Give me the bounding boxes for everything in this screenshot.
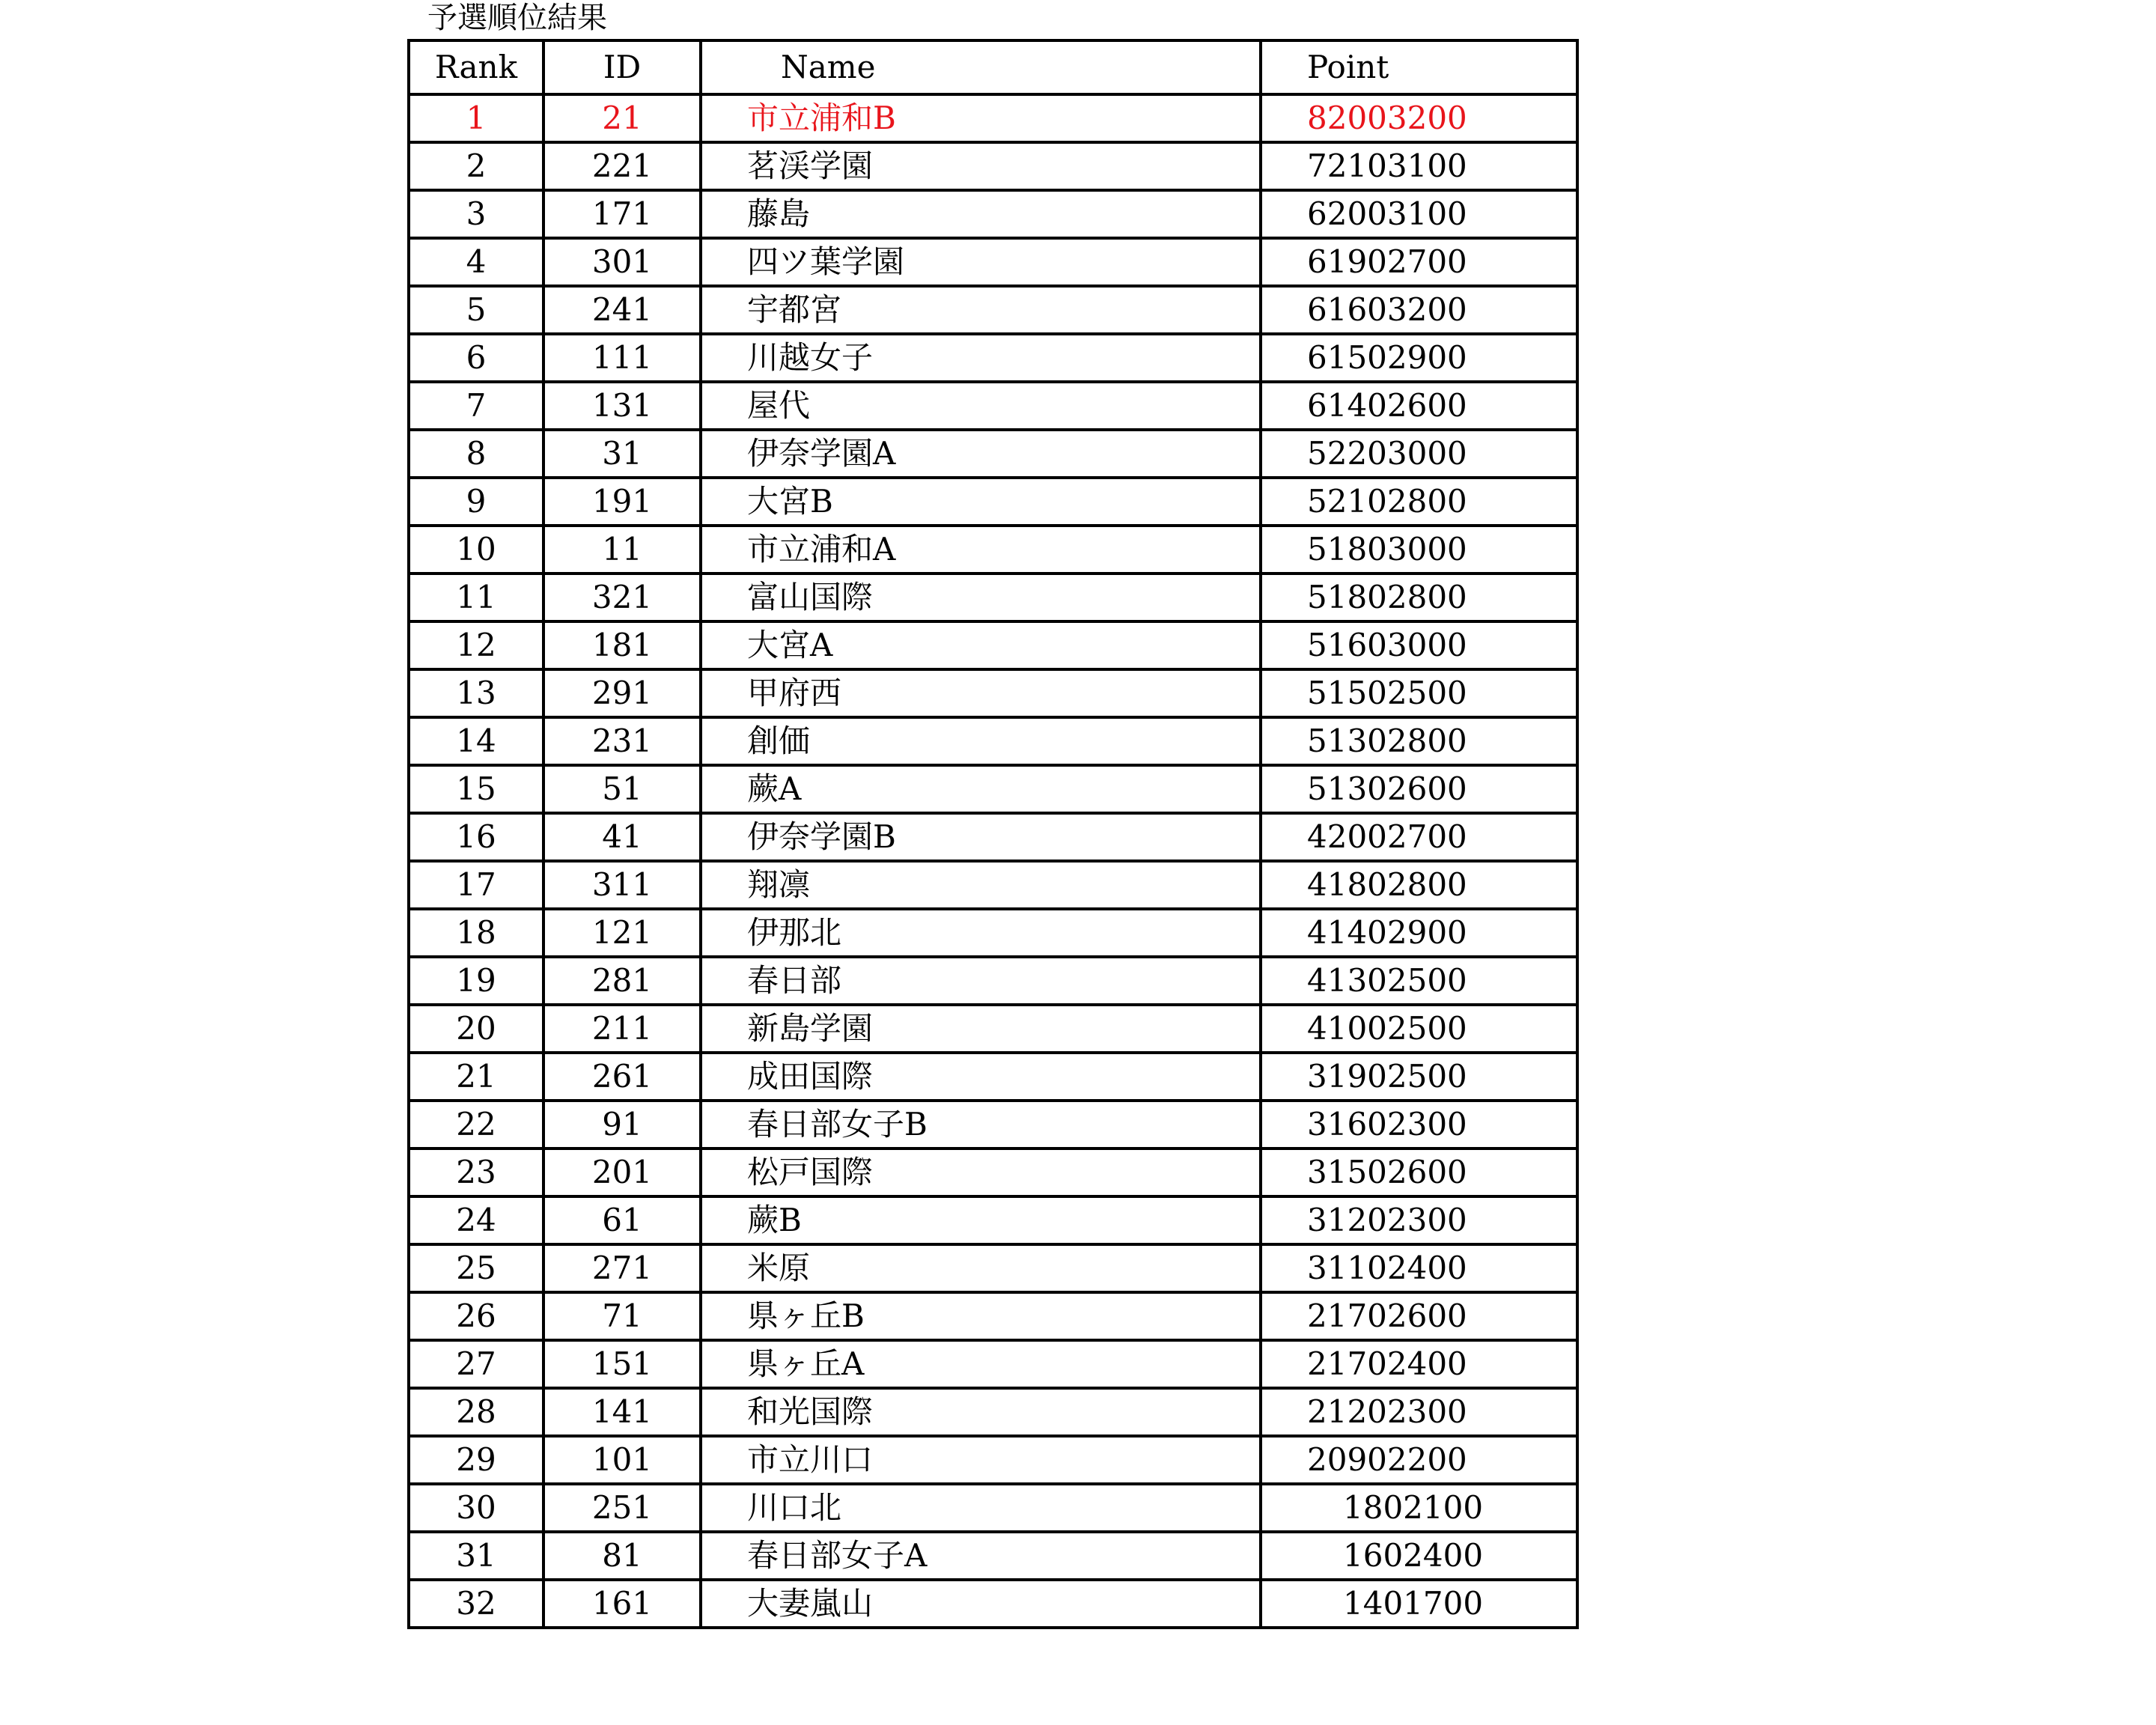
name-cell: 和光国際 <box>701 1388 1261 1436</box>
rank-cell: 2 <box>409 142 543 190</box>
id-cell: 261 <box>543 1053 701 1101</box>
table-row <box>409 1149 1577 1196</box>
rank-cell: 29 <box>409 1436 543 1484</box>
table-row <box>409 669 1577 717</box>
id-cell: 271 <box>543 1244 701 1292</box>
id-cell: 201 <box>543 1149 701 1196</box>
point-cell: 41402900 <box>1261 909 1577 957</box>
id-cell: 321 <box>543 574 701 621</box>
rank-cell: 11 <box>409 574 543 621</box>
rank-cell: 24 <box>409 1196 543 1244</box>
id-cell: 61 <box>543 1196 701 1244</box>
id-cell: 191 <box>543 478 701 526</box>
id-cell: 131 <box>543 382 701 430</box>
name-cell: 大宮A <box>701 621 1261 669</box>
table-row <box>409 478 1577 526</box>
name-cell: 県ヶ丘B <box>701 1292 1261 1340</box>
point-cell: 51302800 <box>1261 717 1577 765</box>
id-cell: 151 <box>543 1340 701 1388</box>
name-cell: 蕨A <box>701 765 1261 813</box>
id-cell: 101 <box>543 1436 701 1484</box>
name-cell: 翔凛 <box>701 861 1261 909</box>
rank-cell: 20 <box>409 1005 543 1053</box>
name-cell: 春日部女子B <box>701 1101 1261 1149</box>
table-row <box>409 1292 1577 1340</box>
point-cell: 31602300 <box>1261 1101 1577 1149</box>
table-row <box>409 1053 1577 1101</box>
id-cell: 291 <box>543 669 701 717</box>
rank-cell: 18 <box>409 909 543 957</box>
table-row <box>409 430 1577 478</box>
table-row <box>409 1388 1577 1436</box>
rank-cell: 15 <box>409 765 543 813</box>
table-row <box>409 1101 1577 1149</box>
point-cell: 1401700 <box>1261 1580 1577 1628</box>
table-row <box>409 286 1577 334</box>
point-cell: 31102400 <box>1261 1244 1577 1292</box>
name-cell: 新島学園 <box>701 1005 1261 1053</box>
id-cell: 51 <box>543 765 701 813</box>
name-cell: 富山国際 <box>701 574 1261 621</box>
name-cell: 屋代 <box>701 382 1261 430</box>
name-cell: 藤島 <box>701 190 1261 238</box>
point-cell: 51803000 <box>1261 526 1577 574</box>
id-cell: 161 <box>543 1580 701 1628</box>
name-cell: 市立浦和B <box>701 94 1261 142</box>
table-row <box>409 1436 1577 1484</box>
column-header-name: Name <box>701 40 1261 94</box>
point-cell: 1802100 <box>1261 1484 1577 1532</box>
rank-cell: 14 <box>409 717 543 765</box>
id-cell: 31 <box>543 430 701 478</box>
rank-cell: 16 <box>409 813 543 861</box>
point-cell: 21202300 <box>1261 1388 1577 1436</box>
name-cell: 創価 <box>701 717 1261 765</box>
id-cell: 171 <box>543 190 701 238</box>
table-row <box>409 142 1577 190</box>
header-row <box>409 40 1577 94</box>
point-cell: 51302600 <box>1261 765 1577 813</box>
name-cell: 春日部女子A <box>701 1532 1261 1580</box>
rank-cell: 7 <box>409 382 543 430</box>
point-cell: 1602400 <box>1261 1532 1577 1580</box>
id-cell: 211 <box>543 1005 701 1053</box>
point-cell: 62003100 <box>1261 190 1577 238</box>
point-cell: 52102800 <box>1261 478 1577 526</box>
id-cell: 111 <box>543 334 701 382</box>
point-cell: 41002500 <box>1261 1005 1577 1053</box>
table-row <box>409 1196 1577 1244</box>
table-row <box>409 1484 1577 1532</box>
table-row <box>409 1580 1577 1628</box>
point-cell: 20902200 <box>1261 1436 1577 1484</box>
name-cell: 大妻嵐山 <box>701 1580 1261 1628</box>
rank-cell: 3 <box>409 190 543 238</box>
table-row <box>409 334 1577 382</box>
point-cell: 41302500 <box>1261 957 1577 1005</box>
table-body <box>409 94 1577 1628</box>
rank-cell: 13 <box>409 669 543 717</box>
name-cell: 春日部 <box>701 957 1261 1005</box>
rank-cell: 5 <box>409 286 543 334</box>
id-cell: 301 <box>543 238 701 286</box>
rank-cell: 10 <box>409 526 543 574</box>
rank-cell: 6 <box>409 334 543 382</box>
name-cell: 伊奈学園B <box>701 813 1261 861</box>
point-cell: 31902500 <box>1261 1053 1577 1101</box>
rank-cell: 22 <box>409 1101 543 1149</box>
name-cell: 川越女子 <box>701 334 1261 382</box>
point-cell: 21702400 <box>1261 1340 1577 1388</box>
point-cell: 21702600 <box>1261 1292 1577 1340</box>
point-cell: 31502600 <box>1261 1149 1577 1196</box>
rank-cell: 30 <box>409 1484 543 1532</box>
id-cell: 41 <box>543 813 701 861</box>
name-cell: 伊那北 <box>701 909 1261 957</box>
name-cell: 伊奈学園A <box>701 430 1261 478</box>
point-cell: 52203000 <box>1261 430 1577 478</box>
table-row <box>409 861 1577 909</box>
name-cell: 成田国際 <box>701 1053 1261 1101</box>
rank-cell: 27 <box>409 1340 543 1388</box>
table-row <box>409 717 1577 765</box>
id-cell: 281 <box>543 957 701 1005</box>
id-cell: 91 <box>543 1101 701 1149</box>
id-cell: 71 <box>543 1292 701 1340</box>
column-header-point: Point <box>1261 40 1577 94</box>
rank-cell: 12 <box>409 621 543 669</box>
rank-cell: 32 <box>409 1580 543 1628</box>
rank-cell: 4 <box>409 238 543 286</box>
point-cell: 51502500 <box>1261 669 1577 717</box>
table-row <box>409 190 1577 238</box>
table-row <box>409 382 1577 430</box>
table-row <box>409 1005 1577 1053</box>
rank-cell: 25 <box>409 1244 543 1292</box>
id-cell: 141 <box>543 1388 701 1436</box>
name-cell: 茗渓学園 <box>701 142 1261 190</box>
rank-cell: 9 <box>409 478 543 526</box>
table-row <box>409 238 1577 286</box>
point-cell: 72103100 <box>1261 142 1577 190</box>
rank-cell: 26 <box>409 1292 543 1340</box>
id-cell: 231 <box>543 717 701 765</box>
point-cell: 61502900 <box>1261 334 1577 382</box>
name-cell: 松戸国際 <box>701 1149 1261 1196</box>
results-table <box>407 39 1579 1629</box>
rank-cell: 8 <box>409 430 543 478</box>
name-cell: 川口北 <box>701 1484 1261 1532</box>
name-cell: 米原 <box>701 1244 1261 1292</box>
id-cell: 121 <box>543 909 701 957</box>
id-cell: 81 <box>543 1532 701 1580</box>
id-cell: 181 <box>543 621 701 669</box>
rank-cell: 1 <box>409 94 543 142</box>
point-cell: 51802800 <box>1261 574 1577 621</box>
table-row <box>409 765 1577 813</box>
name-cell: 甲府西 <box>701 669 1261 717</box>
table-header <box>409 40 1577 94</box>
name-cell: 市立川口 <box>701 1436 1261 1484</box>
rank-cell: 17 <box>409 861 543 909</box>
id-cell: 311 <box>543 861 701 909</box>
column-header-id: ID <box>543 40 701 94</box>
point-cell: 61402600 <box>1261 382 1577 430</box>
rank-cell: 31 <box>409 1532 543 1580</box>
column-header-rank: Rank <box>409 40 543 94</box>
name-cell: 四ツ葉学園 <box>701 238 1261 286</box>
page-title: 予選順位結果 <box>427 1 607 35</box>
name-cell: 蕨B <box>701 1196 1261 1244</box>
rank-cell: 28 <box>409 1388 543 1436</box>
table-row <box>409 1340 1577 1388</box>
name-cell: 県ヶ丘A <box>701 1340 1261 1388</box>
point-cell: 82003200 <box>1261 94 1577 142</box>
point-cell: 41802800 <box>1261 861 1577 909</box>
point-cell: 61603200 <box>1261 286 1577 334</box>
id-cell: 11 <box>543 526 701 574</box>
id-cell: 221 <box>543 142 701 190</box>
table-row <box>409 957 1577 1005</box>
rank-cell: 23 <box>409 1149 543 1196</box>
rank-cell: 21 <box>409 1053 543 1101</box>
point-cell: 31202300 <box>1261 1196 1577 1244</box>
id-cell: 251 <box>543 1484 701 1532</box>
id-cell: 21 <box>543 94 701 142</box>
table-row <box>409 1532 1577 1580</box>
id-cell: 241 <box>543 286 701 334</box>
point-cell: 42002700 <box>1261 813 1577 861</box>
table-row <box>409 574 1577 621</box>
name-cell: 大宮B <box>701 478 1261 526</box>
name-cell: 宇都宮 <box>701 286 1261 334</box>
table-row <box>409 526 1577 574</box>
table-row <box>409 909 1577 957</box>
name-cell: 市立浦和A <box>701 526 1261 574</box>
table-row <box>409 94 1577 142</box>
point-cell: 51603000 <box>1261 621 1577 669</box>
point-cell: 61902700 <box>1261 238 1577 286</box>
table-row <box>409 621 1577 669</box>
table-row <box>409 1244 1577 1292</box>
rank-cell: 19 <box>409 957 543 1005</box>
table-row <box>409 813 1577 861</box>
